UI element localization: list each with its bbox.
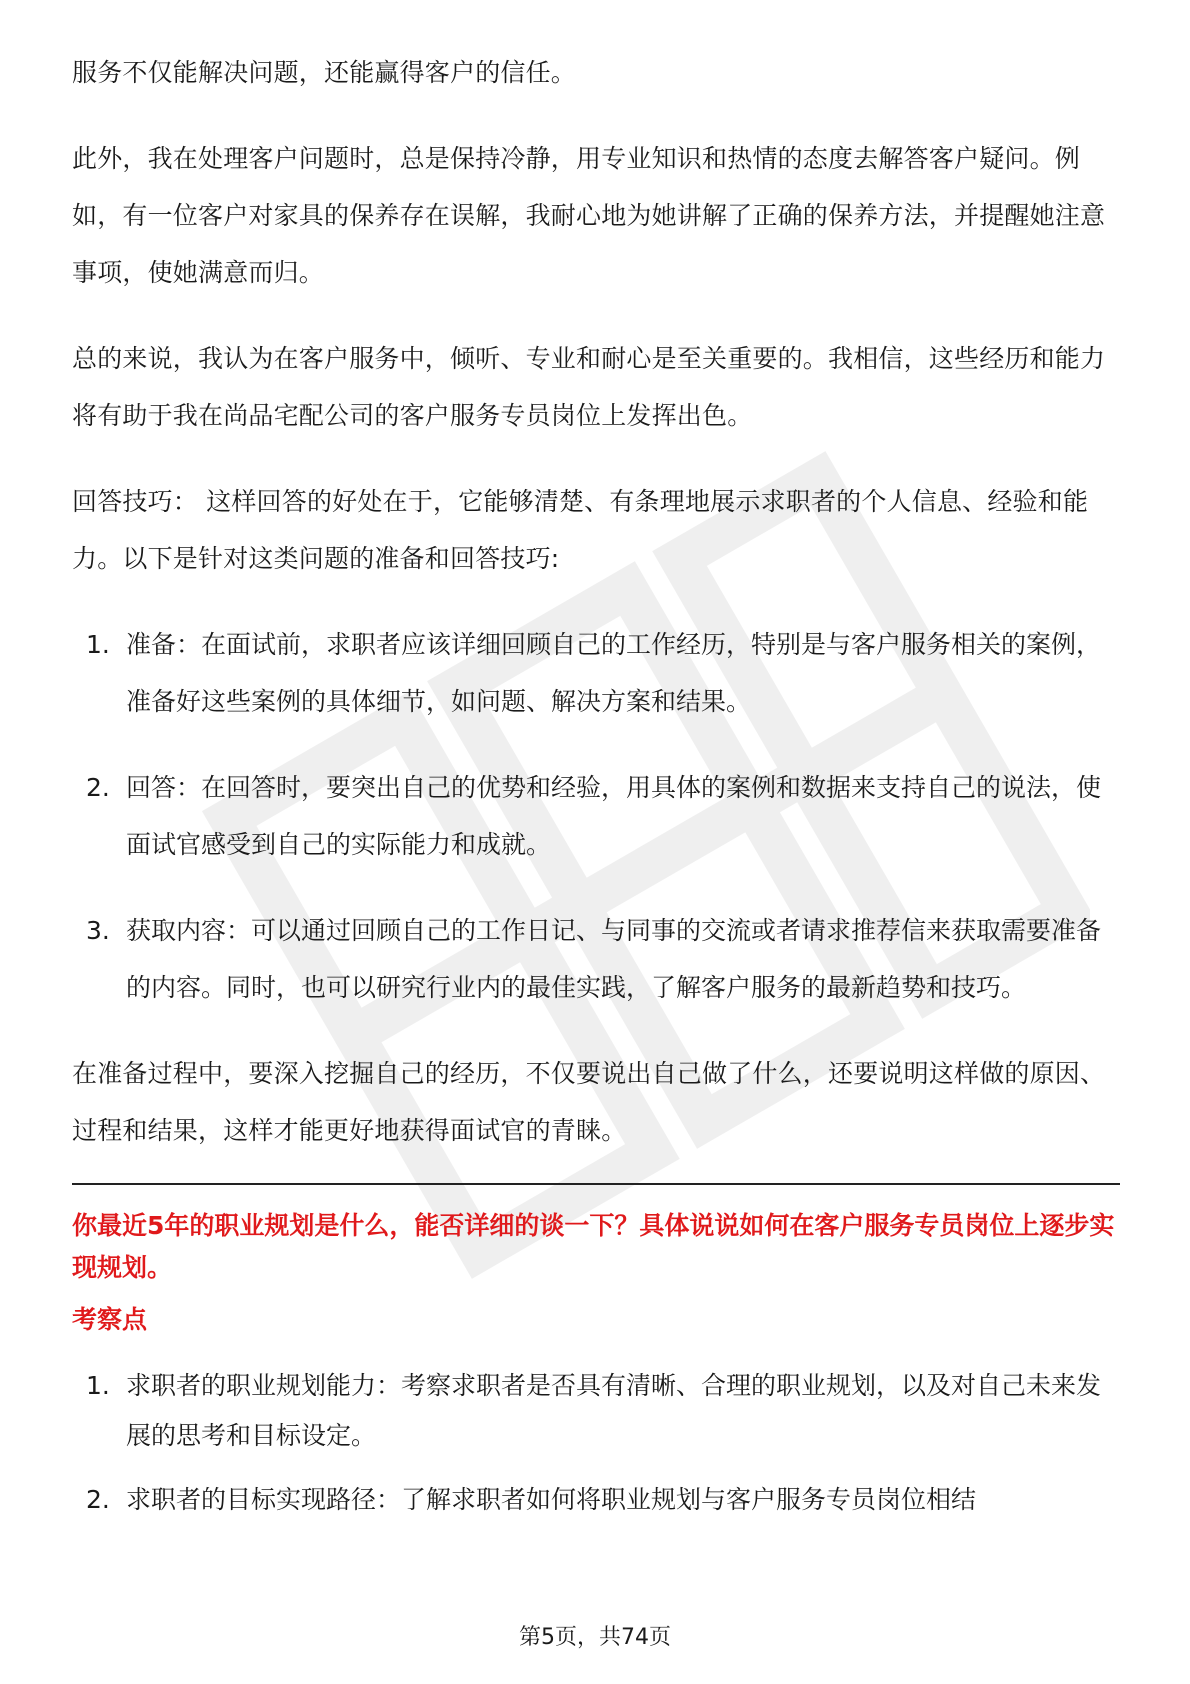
list-item [72,1475,1120,1525]
assessment-points-list [72,1361,1120,1525]
paragraph: 服务不仅能解决问题，还能赢得客户的信任。 [72,58,577,87]
paragraph: 总的来说，我认为在客户服务中，倾听、专业和耐心是至关重要的。我相信，这些经历和能力将有助于我在尚品宅配公司的客户服务专员岗位上发挥出色。 [72,344,1106,430]
list-item-text: 准备：在面试前，求职者应该详细回顾自己的工作经历，特别是与客户服务相关的案例，准备好这些案例的具体细节，如问题、解决方案和结果。 [126,630,1102,716]
list-item-text: 获取内容：可以通过回顾自己的工作日记、与同事的交流或者请求推荐信来获取需要准备的内容。同时，也可以研究行业内的最佳实践，了解客户服务的最新趋势和技巧。 [126,916,1102,1002]
page-footer: 第5页，共74页 [519,1625,671,1650]
closing-paragraph: 在准备过程中，要深入挖掘自己的经历，不仅要说出自己做了什么，还要说明这样做的原因、过程和结果，这样才能更好地获得面试官的青睐。 [72,1059,1106,1145]
list-number: 2. [86,773,110,802]
list-item [72,1361,1120,1461]
list-number: 2. [86,1485,110,1514]
list-item [72,759,1120,873]
interview-question: 你最近5年的职业规划是什么，能否详细的谈一下？具体说说如何在客户服务专员岗位上逐步实现规划。 [72,1211,1115,1282]
divider [72,1183,1120,1185]
section-title: 考察点 [72,1305,148,1334]
list-item-text: 回答：在回答时，要突出自己的优势和经验，用具体的案例和数据来支持自己的说法，使面试官感受到自己的实际能力和成就。 [126,773,1102,859]
answer-tips-paragraph: 回答技巧： 这样回答的好处在于，它能够清楚、有条理地展示求职者的个人信息、经验和能力。以下是针对这类问题的准备和回答技巧: [72,487,1089,573]
list-item-text: 求职者的职业规划能力：考察求职者是否具有清晰、合理的职业规划，以及对自己未来发展的思考和目标设定。 [126,1371,1102,1450]
paragraph: 此外，我在处理客户问题时，总是保持冷静，用专业知识和热情的态度去解答客户疑问。例如，有一位客户对家具的保养存在误解，我耐心地为她讲解了正确的保养方法，并提醒她注意事项，使她满意而归。 [72,144,1106,287]
list-item [72,902,1120,1016]
tips-list [72,616,1120,1016]
list-number: 1. [86,1371,110,1400]
main-content [72,44,1120,1539]
list-number: 3. [86,916,110,945]
list-number: 1. [86,630,110,659]
list-item [72,616,1120,730]
list-item-text: 求职者的目标实现路径：了解求职者如何将职业规划与客户服务专员岗位相结 [126,1485,977,1514]
